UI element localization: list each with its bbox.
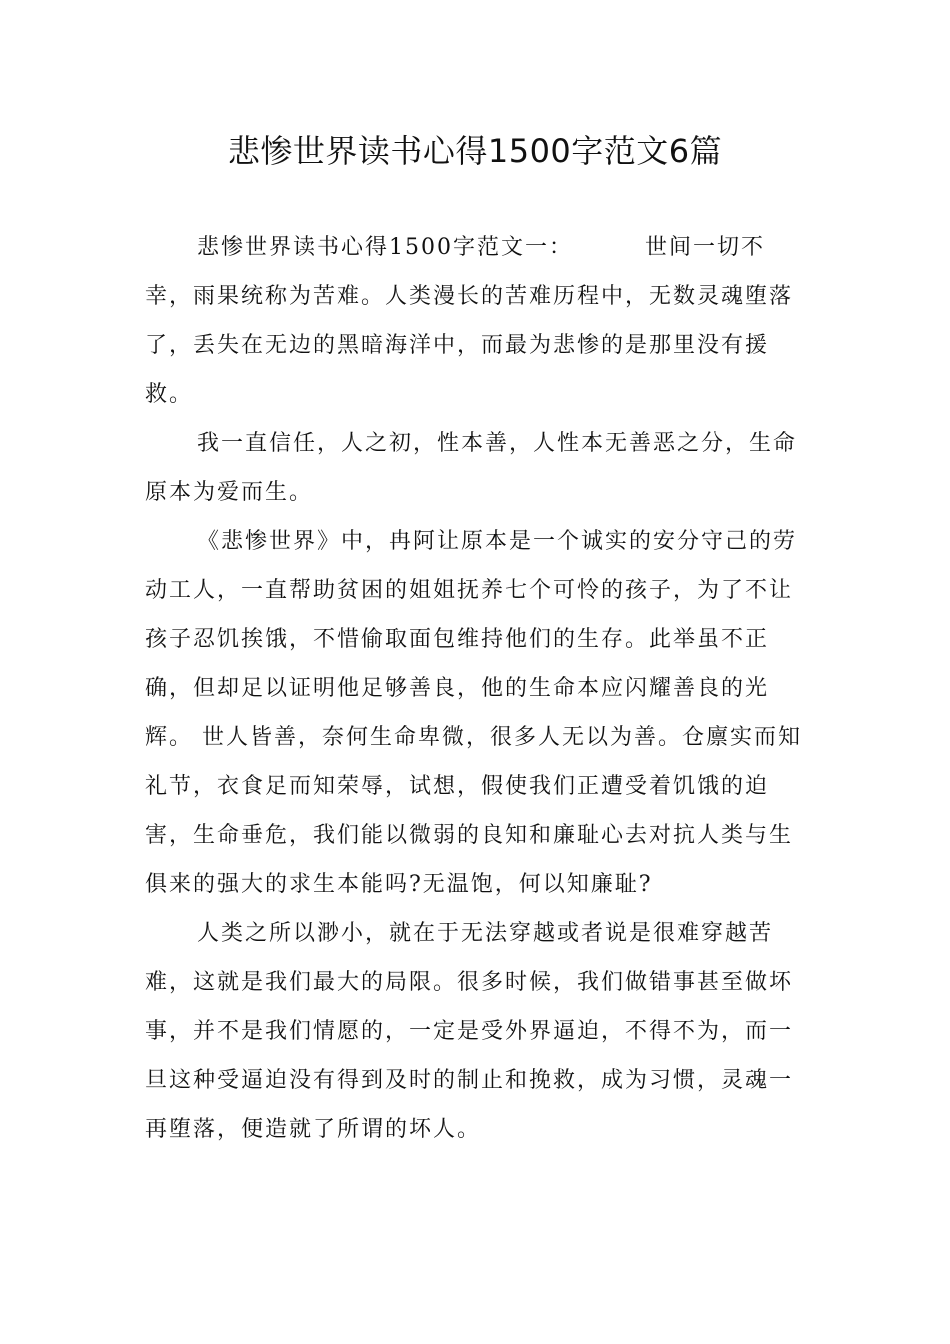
document-body bbox=[145, 223, 805, 1154]
paragraph-1-lead: 悲惨世界读书心得1500字范文一： bbox=[197, 235, 573, 260]
paragraph-4: 人类之所以渺小，就在于无法穿越或者说是很难穿越苦难，这就是我们最大的局限。很多时候，我们做错事甚至做坏事，并不是我们情愿的，一定是受外界逼迫，不得不为，而一旦这种受逼迫没有得到及时的制止和挽救，成为习惯，灵魂一再堕落，便造就了所谓的坏人。 bbox=[145, 921, 794, 1142]
paragraph-2: 我一直信任，人之初，性本善，人性本无善恶之分，生命原本为爱而生。 bbox=[145, 431, 798, 505]
paragraph-1-text: 世间一切不幸，雨果统称为苦难。人类漫长的苦难历程中，无数灵魂堕落了，丢失在无边的黑暗海洋中，而最为悲惨的是那里没有援救。 bbox=[145, 235, 794, 407]
document-title: 悲惨世界读书心得1500字范文6篇 bbox=[227, 132, 723, 170]
paragraph-1 bbox=[145, 223, 805, 419]
paragraph-3: 《悲惨世界》中，冉阿让原本是一个诚实的安分守己的劳动工人，一直帮助贫困的姐姐抚养七个可怜的孩子，为了不让孩子忍饥挨饿，不惜偷取面包维持他们的生存。此举虽不正确，但却足以证明他足够善良，他的生命本应闪耀善良的光辉。 世人皆善，奈何生命卑微，很多人无以为善。仓廪实而知礼节，衣食足而知荣辱，试想，假使我们正遭受着饥饿的迫害，生命垂危，我们能以微弱的良知和廉耻心去对抗人类与生俱来的强大的求生本能吗?无温饱，何以知廉耻? bbox=[145, 529, 802, 897]
